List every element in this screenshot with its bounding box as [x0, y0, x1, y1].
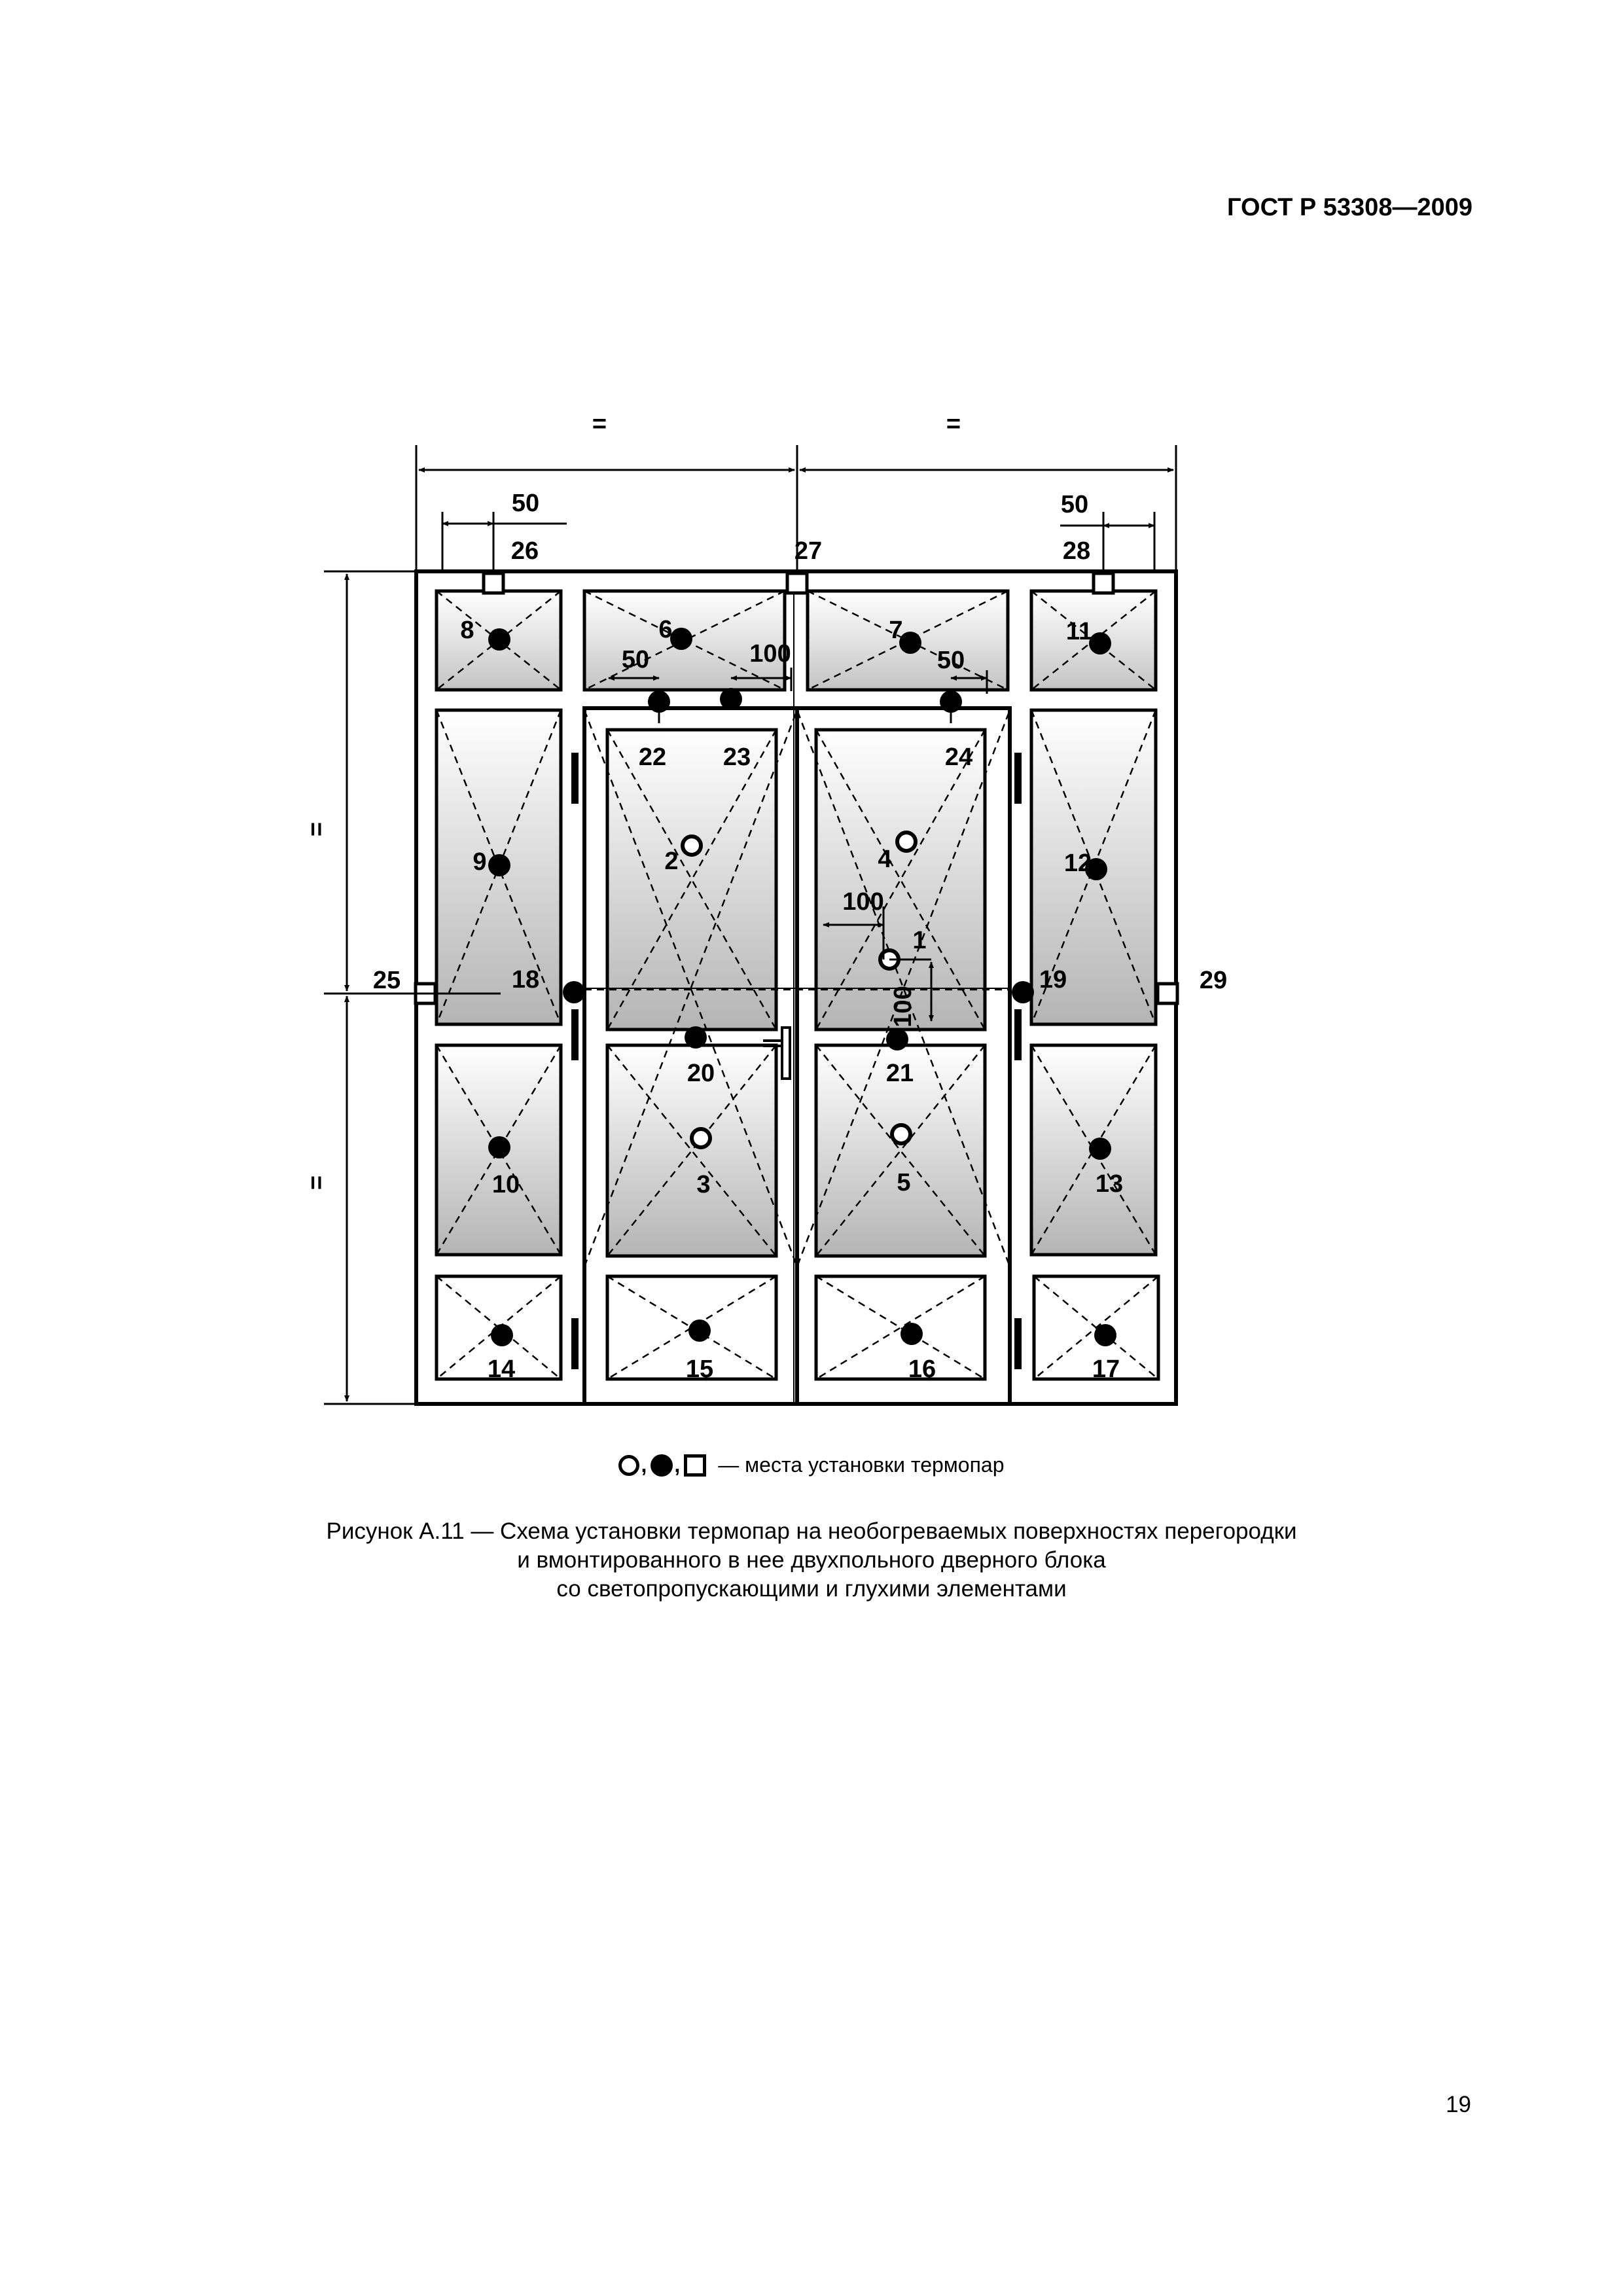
- point-label-5: 5: [897, 1169, 911, 1196]
- point-label-7: 7: [889, 617, 903, 644]
- point-label-15: 15: [685, 1355, 714, 1383]
- point-label-10: 10: [491, 1171, 520, 1198]
- thermocouple-9-icon: [488, 854, 510, 876]
- thermocouple-15-icon: [688, 1319, 711, 1342]
- thermocouple-8-icon: [488, 628, 510, 651]
- thermocouple-11-icon: [1089, 632, 1111, 655]
- dimension-50-top-left: 50: [511, 490, 540, 517]
- dimension-100-leaf-horizontal: 100: [842, 888, 884, 916]
- point-label-23: 23: [722, 744, 751, 771]
- thermocouple-28-icon: [1094, 573, 1113, 593]
- point-label-4: 4: [878, 846, 892, 873]
- thermocouple-26-icon: [484, 573, 503, 593]
- dimension-50-centre-left: 50: [621, 646, 650, 673]
- point-label-16: 16: [908, 1355, 936, 1383]
- point-label-22: 22: [638, 744, 667, 771]
- caption-line-2: и вмонтированного в нее двухпольного дверного блока: [517, 1547, 1106, 1573]
- point-label-25: 25: [372, 967, 401, 994]
- point-label-24: 24: [944, 744, 973, 771]
- hinge-icon: [1014, 1009, 1022, 1060]
- dimension-50-centre-right: 50: [936, 647, 965, 674]
- point-label-18: 18: [511, 966, 540, 994]
- point-label-3: 3: [696, 1171, 711, 1198]
- equal-mark-left: =: [592, 410, 607, 438]
- point-label-17: 17: [1092, 1355, 1120, 1383]
- dimension-50-top-right: 50: [1060, 491, 1089, 518]
- point-label-6: 6: [658, 616, 673, 643]
- caption-line-1: Рисунок А.11 — Схема установки термопар на необогреваемых поверхностях перегородки: [326, 1518, 1297, 1544]
- point-label-13: 13: [1095, 1170, 1124, 1198]
- caption-line-3: со светопропускающими и глухими элементами: [556, 1576, 1067, 1602]
- document-code: ГОСТ Р 53308—2009: [1227, 194, 1472, 221]
- point-label-12: 12: [1063, 850, 1092, 877]
- open-circle-icon: [618, 1455, 639, 1476]
- thermocouple-legend: [0, 1452, 1623, 1477]
- page-number: 19: [1446, 2092, 1471, 2117]
- dimension-100-centre: 100: [749, 640, 791, 668]
- thermocouple-18-icon: [563, 981, 585, 1003]
- point-label-8: 8: [460, 617, 474, 644]
- legend-separator: ,: [641, 1453, 647, 1477]
- hinge-icon: [571, 1318, 579, 1369]
- thermocouple-27-icon: [787, 573, 807, 593]
- point-label-21: 21: [885, 1060, 914, 1087]
- hinge-icon: [1014, 1318, 1022, 1369]
- hinge-icon: [571, 1009, 579, 1060]
- thermocouple-10-icon: [488, 1136, 510, 1158]
- point-label-19: 19: [1039, 966, 1067, 994]
- open-square-icon: [684, 1454, 706, 1477]
- point-label-14: 14: [487, 1355, 516, 1383]
- point-label-1: 1: [912, 927, 927, 954]
- point-label-2: 2: [664, 848, 679, 875]
- point-label-29: 29: [1199, 967, 1228, 994]
- equal-mark-side-upper: =: [303, 821, 330, 837]
- thermocouple-21-icon: [886, 1028, 908, 1050]
- legend-text: — места установки термопар: [718, 1453, 1005, 1477]
- point-label-28: 28: [1062, 537, 1091, 565]
- thermocouple-3-icon: [692, 1129, 710, 1147]
- thermocouple-17-icon: [1094, 1324, 1116, 1346]
- equal-mark-right: =: [946, 410, 961, 438]
- point-label-26: 26: [510, 537, 539, 565]
- point-label-27: 27: [794, 537, 823, 565]
- thermocouple-29-icon: [1158, 984, 1177, 1003]
- thermocouple-6-icon: [670, 628, 692, 650]
- equal-mark-side-lower: =: [303, 1175, 330, 1191]
- thermocouple-14-icon: [491, 1324, 513, 1346]
- filled-circle-icon: [651, 1454, 673, 1477]
- thermocouple-23-icon: [720, 688, 742, 710]
- figure-caption: [0, 1517, 1623, 1604]
- legend-separator: ,: [674, 1453, 681, 1477]
- thermocouple-2-icon: [683, 836, 701, 855]
- thermocouple-5-icon: [892, 1125, 910, 1143]
- point-label-9: 9: [473, 848, 487, 876]
- hinge-icon: [571, 753, 579, 804]
- dimension-100-leaf-vertical: 100: [889, 986, 917, 1028]
- thermocouple-20-icon: [685, 1026, 707, 1049]
- point-label-20: 20: [687, 1060, 715, 1087]
- point-label-11: 11: [1065, 618, 1093, 645]
- thermocouple-13-icon: [1089, 1138, 1111, 1160]
- hinge-icon: [1014, 753, 1022, 804]
- thermocouple-19-icon: [1012, 981, 1034, 1003]
- thermocouple-16-icon: [901, 1323, 923, 1345]
- thermocouple-4-icon: [897, 833, 916, 851]
